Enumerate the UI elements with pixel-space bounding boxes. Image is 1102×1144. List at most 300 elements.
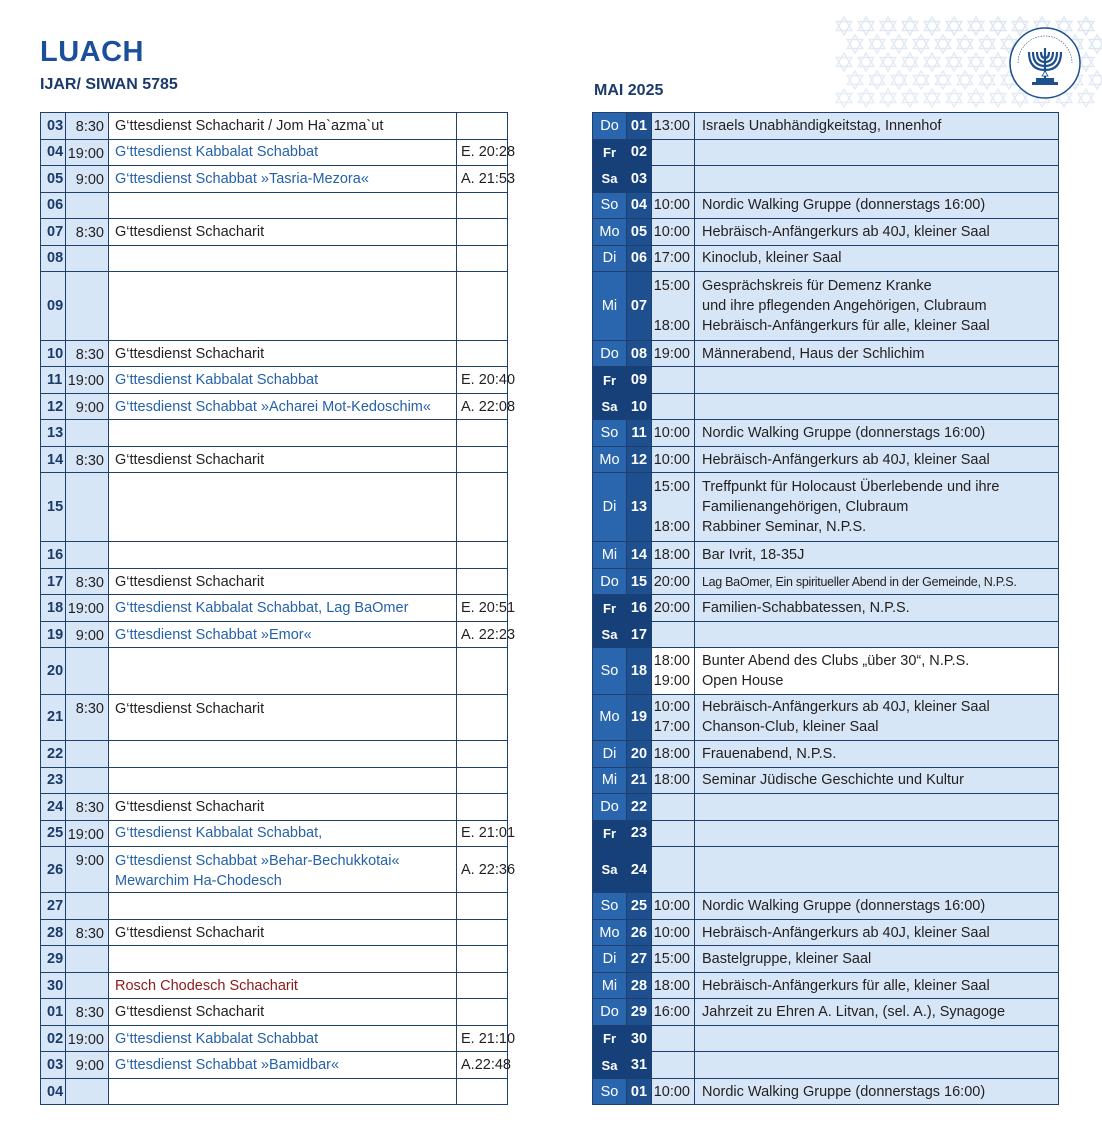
day-number: 12 <box>627 446 652 473</box>
event-name <box>109 694 457 740</box>
event-line: Chanson-Club, kleiner Saal <box>702 719 879 736</box>
weekday: Fr <box>593 1025 627 1052</box>
event-line: Treffpunkt für Holocaust Überlebende und ihre <box>702 479 1000 496</box>
day-number: 12 <box>41 393 66 420</box>
day-number: 08 <box>41 245 66 272</box>
day-number: 23 <box>627 820 652 847</box>
event-time <box>652 446 695 473</box>
day-number: 18 <box>627 648 652 694</box>
time-line: 18:00 <box>653 745 690 762</box>
event-name <box>695 542 1059 569</box>
event-time <box>652 1078 695 1105</box>
table-row <box>593 367 1059 394</box>
event-time: 9:00 <box>66 621 109 648</box>
table-row <box>593 1078 1059 1105</box>
weekday: Fr <box>593 820 627 847</box>
event-time <box>66 192 109 219</box>
event-time: 9:00 <box>66 393 109 420</box>
day-number: 13 <box>627 473 652 542</box>
event-time <box>652 473 695 542</box>
event-name <box>109 393 457 420</box>
event-name <box>695 272 1059 341</box>
table-row <box>593 621 1059 648</box>
candle-time-note <box>457 893 508 920</box>
event-name <box>695 393 1059 420</box>
event-line: Hebräisch-Anfängerkurs für alle, kleiner Saal <box>702 977 990 994</box>
table-row <box>41 999 508 1026</box>
table-row <box>593 794 1059 821</box>
event-line: Frauenabend, N.P.S. <box>702 745 837 762</box>
event-time: 19:00 <box>66 820 109 847</box>
table-row <box>593 919 1059 946</box>
weekday: Do <box>593 999 627 1026</box>
event-time <box>652 367 695 394</box>
event-time <box>652 794 695 821</box>
event-name <box>695 245 1059 272</box>
table-row <box>41 919 508 946</box>
weekday: Di <box>593 741 627 768</box>
day-number: 14 <box>627 542 652 569</box>
candle-time-note: E. 21:10 <box>457 1025 508 1052</box>
event-text: G‘ttesdienst Schacharit <box>115 223 265 240</box>
event-line: Seminar Jüdische Geschichte und Kultur <box>702 772 964 789</box>
event-time <box>66 893 109 920</box>
event-time <box>66 946 109 973</box>
weekday: Mo <box>593 219 627 246</box>
event-line: Rabbiner Seminar, N.P.S. <box>702 519 867 536</box>
day-number: 01 <box>627 113 652 140</box>
event-text: G‘ttesdienst Schacharit <box>115 573 265 590</box>
table-row <box>593 219 1059 246</box>
event-name <box>109 946 457 973</box>
day-number: 26 <box>41 847 66 893</box>
candle-time-note <box>457 272 508 341</box>
table-row <box>593 595 1059 622</box>
event-line: Kinoclub, kleiner Saal <box>702 250 842 267</box>
time-line: 18:00 <box>653 652 690 669</box>
table-row <box>593 741 1059 768</box>
weekday: Sa <box>593 847 627 893</box>
event-name <box>695 741 1059 768</box>
weekday: Sa <box>593 1052 627 1079</box>
event-time: 19:00 <box>66 595 109 622</box>
day-number: 01 <box>627 1078 652 1105</box>
event-time <box>652 340 695 367</box>
event-text: G‘ttesdienst Schabbat »Emor« <box>115 626 312 643</box>
time-line <box>652 497 690 517</box>
table-row <box>41 794 508 821</box>
table-row <box>41 166 508 193</box>
time-line: 10:00 <box>653 1083 690 1100</box>
event-text: G‘ttesdienst Schacharit <box>115 451 265 468</box>
event-name <box>695 473 1059 542</box>
table-row <box>593 946 1059 973</box>
event-line: Open House <box>702 672 784 689</box>
event-name <box>109 767 457 794</box>
day-number: 20 <box>627 741 652 768</box>
weekday: Di <box>593 245 627 272</box>
event-time <box>66 648 109 694</box>
day-number: 17 <box>41 568 66 595</box>
event-name <box>109 1078 457 1105</box>
event-name <box>109 972 457 999</box>
day-number: 06 <box>41 192 66 219</box>
table-row <box>41 648 508 694</box>
event-name <box>109 192 457 219</box>
weekday: Sa <box>593 621 627 648</box>
candle-time-note <box>457 794 508 821</box>
day-number: 06 <box>627 245 652 272</box>
event-time: 8:30 <box>66 794 109 821</box>
event-time <box>652 219 695 246</box>
table-row <box>41 113 508 140</box>
event-text: G‘ttesdienst Kabbalat Schabbat, <box>115 825 323 842</box>
table-row <box>41 820 508 847</box>
weekday: So <box>593 420 627 447</box>
candle-time-note <box>457 648 508 694</box>
table-row <box>41 946 508 973</box>
day-number: 20 <box>41 648 66 694</box>
event-text: G‘ttesdienst Schabbat »Behar-Bechukkotai« <box>115 853 400 870</box>
table-row <box>593 893 1059 920</box>
candle-time-note <box>457 192 508 219</box>
event-text: G‘ttesdienst Schacharit <box>115 924 265 941</box>
table-row <box>41 741 508 768</box>
event-time: 19:00 <box>66 139 109 166</box>
event-time <box>66 767 109 794</box>
event-line: Nordic Walking Gruppe (donnerstags 16:00) <box>702 898 986 915</box>
day-number: 24 <box>627 847 652 893</box>
weekday: Do <box>593 794 627 821</box>
event-name <box>695 621 1059 648</box>
candle-time-note <box>457 972 508 999</box>
event-time <box>66 972 109 999</box>
candle-time-note: E. 20:40 <box>457 367 508 394</box>
event-name <box>695 972 1059 999</box>
day-number: 16 <box>627 595 652 622</box>
event-text: G‘ttesdienst Kabbalat Schabbat <box>115 372 319 389</box>
day-number: 05 <box>627 219 652 246</box>
event-time <box>652 139 695 166</box>
event-name <box>109 139 457 166</box>
day-number: 26 <box>627 919 652 946</box>
weekday: Fr <box>593 595 627 622</box>
event-time <box>652 245 695 272</box>
event-line: Familien-Schabbatessen, N.P.S. <box>702 600 910 617</box>
table-row <box>41 972 508 999</box>
table-row <box>41 1078 508 1105</box>
day-number: 08 <box>627 340 652 367</box>
event-name <box>695 595 1059 622</box>
event-name <box>695 694 1059 740</box>
event-text: G‘ttesdienst Kabbalat Schabbat <box>115 144 319 161</box>
day-number: 21 <box>41 694 66 740</box>
time-line: 18:00 <box>653 772 690 789</box>
weekday: Do <box>593 340 627 367</box>
day-number: 15 <box>41 473 66 542</box>
table-row <box>593 393 1059 420</box>
event-name <box>695 219 1059 246</box>
day-number: 27 <box>41 893 66 920</box>
time-line: 10:00 <box>653 898 690 915</box>
candle-time-note <box>457 340 508 367</box>
event-time <box>652 272 695 341</box>
day-number: 07 <box>41 219 66 246</box>
event-time <box>652 595 695 622</box>
time-line: 17:00 <box>653 719 690 736</box>
event-name <box>695 446 1059 473</box>
event-text: G‘ttesdienst Schacharit <box>115 345 265 362</box>
day-number: 17 <box>627 621 652 648</box>
event-time <box>66 272 109 341</box>
time-line: 20:00 <box>653 600 690 617</box>
table-row <box>41 139 508 166</box>
event-line: Bastelgruppe, kleiner Saal <box>702 951 872 968</box>
hebrew-calendar-table <box>40 112 516 1105</box>
candle-time-note <box>457 113 508 140</box>
event-name <box>109 820 457 847</box>
weekday: So <box>593 1078 627 1105</box>
event-time <box>652 946 695 973</box>
table-row <box>41 219 508 246</box>
day-number: 09 <box>41 272 66 341</box>
day-number: 04 <box>41 1078 66 1105</box>
day-number: 25 <box>627 893 652 920</box>
event-name <box>695 820 1059 847</box>
event-text: G‘ttesdienst Schabbat »Bamidbar« <box>115 1057 340 1074</box>
day-number: 02 <box>627 139 652 166</box>
event-time: 8:30 <box>66 999 109 1026</box>
candle-time-note <box>457 420 508 447</box>
table-row <box>41 367 508 394</box>
weekday: Di <box>593 473 627 542</box>
candle-time-note <box>457 473 508 542</box>
event-time: 8:30 <box>66 694 109 740</box>
event-text: G‘ttesdienst Schacharit <box>115 798 265 815</box>
event-line: Nordic Walking Gruppe (donnerstags 16:00) <box>702 1083 986 1100</box>
event-time: 8:30 <box>66 919 109 946</box>
time-line: 10:00 <box>653 223 690 240</box>
day-number: 11 <box>627 420 652 447</box>
time-line: 19:00 <box>653 345 690 362</box>
table-row <box>41 473 508 542</box>
event-text: G‘ttesdienst Schabbat »Acharei Mot-Kedoschim« <box>115 398 431 415</box>
event-name <box>695 113 1059 140</box>
day-number: 29 <box>627 999 652 1026</box>
candle-time-note <box>457 245 508 272</box>
event-name <box>695 1025 1059 1052</box>
event-time <box>652 741 695 768</box>
day-number: 09 <box>627 367 652 394</box>
day-number: 29 <box>41 946 66 973</box>
event-time: 9:00 <box>66 1052 109 1079</box>
event-time <box>652 820 695 847</box>
table-row <box>41 420 508 447</box>
event-name <box>695 139 1059 166</box>
table-row <box>593 542 1059 569</box>
weekday: Mi <box>593 272 627 341</box>
weekday: Mi <box>593 972 627 999</box>
event-name <box>109 542 457 569</box>
event-name <box>695 847 1059 893</box>
event-name <box>109 1052 457 1079</box>
day-number: 04 <box>627 192 652 219</box>
day-number: 31 <box>627 1052 652 1079</box>
weekday: Mo <box>593 446 627 473</box>
candle-time-note: A.22:48 <box>457 1052 508 1079</box>
day-number: 11 <box>41 367 66 394</box>
table-row <box>593 1052 1059 1079</box>
event-time <box>652 420 695 447</box>
day-number: 10 <box>41 340 66 367</box>
table-row <box>593 139 1059 166</box>
time-line: 19:00 <box>653 672 690 689</box>
event-name <box>695 893 1059 920</box>
day-number: 03 <box>627 166 652 193</box>
candle-time-note: E. 20:51 <box>457 595 508 622</box>
event-time <box>652 568 695 595</box>
candle-time-note <box>457 946 508 973</box>
day-number: 03 <box>41 1052 66 1079</box>
event-line: Hebräisch-Anfängerkurs ab 40J, kleiner Saal <box>702 699 990 716</box>
event-name <box>109 340 457 367</box>
table-row <box>593 972 1059 999</box>
table-row <box>593 446 1059 473</box>
event-time <box>652 166 695 193</box>
table-row <box>41 847 508 893</box>
event-name <box>109 999 457 1026</box>
event-line: Hebräisch-Anfängerkurs für alle, kleiner Saal <box>702 317 990 334</box>
table-row <box>41 245 508 272</box>
time-line <box>652 296 690 316</box>
table-row <box>593 245 1059 272</box>
event-name <box>109 1025 457 1052</box>
day-number: 28 <box>627 972 652 999</box>
event-time <box>652 542 695 569</box>
weekday: Do <box>593 113 627 140</box>
day-number: 28 <box>41 919 66 946</box>
table-row <box>593 473 1059 542</box>
time-line: 15:00 <box>653 479 690 496</box>
event-line: Männerabend, Haus der Schlichim <box>702 345 925 362</box>
time-line: 10:00 <box>653 699 690 716</box>
page-title: LUACH <box>40 36 144 68</box>
table-row <box>41 192 508 219</box>
event-name <box>109 794 457 821</box>
event-time: 19:00 <box>66 367 109 394</box>
time-line: 10:00 <box>653 425 690 442</box>
day-number: 23 <box>41 767 66 794</box>
weekday: Sa <box>593 393 627 420</box>
event-time: 8:30 <box>66 446 109 473</box>
event-time <box>652 621 695 648</box>
event-line: Familienangehörigen, Clubraum <box>702 499 909 516</box>
event-time <box>652 393 695 420</box>
event-time <box>66 473 109 542</box>
day-number: 14 <box>41 446 66 473</box>
candle-time-note <box>457 1078 508 1105</box>
day-number: 05 <box>41 166 66 193</box>
day-number: 07 <box>627 272 652 341</box>
candle-time-note <box>457 741 508 768</box>
day-number: 22 <box>627 794 652 821</box>
event-name <box>695 648 1059 694</box>
day-number: 19 <box>627 694 652 740</box>
time-line: 20:00 <box>653 573 690 590</box>
candle-time-note: A. 22:23 <box>457 621 508 648</box>
community-logo-icon <box>1008 26 1082 100</box>
event-time <box>652 767 695 794</box>
candle-time-note: A. 21:53 <box>457 166 508 193</box>
time-line: 10:00 <box>653 451 690 468</box>
day-number: 25 <box>41 820 66 847</box>
event-name <box>695 1052 1059 1079</box>
event-line: Israels Unabhändigkeitstag, Innenhof <box>702 117 942 134</box>
candle-time-note: E. 21:01 <box>457 820 508 847</box>
event-line: Hebräisch-Anfängerkurs ab 40J, kleiner Saal <box>702 451 990 468</box>
candle-time-note: A. 22:36 <box>457 847 508 893</box>
event-name <box>109 621 457 648</box>
event-time: 8:30 <box>66 568 109 595</box>
event-time <box>652 972 695 999</box>
weekday: Sa <box>593 166 627 193</box>
time-line: 17:00 <box>653 250 690 267</box>
table-row <box>593 847 1059 893</box>
time-line: 10:00 <box>653 197 690 214</box>
time-line: 15:00 <box>653 277 690 294</box>
event-time <box>652 648 695 694</box>
event-time <box>652 893 695 920</box>
table-row <box>41 1052 508 1079</box>
candle-time-note <box>457 999 508 1026</box>
candle-time-note: A. 22:08 <box>457 393 508 420</box>
event-name <box>695 946 1059 973</box>
table-row <box>41 568 508 595</box>
event-time <box>652 919 695 946</box>
event-name <box>695 568 1059 595</box>
event-name <box>695 340 1059 367</box>
event-name <box>695 420 1059 447</box>
weekday: Do <box>593 568 627 595</box>
event-line: und ihre pflegenden Angehörigen, Clubraum <box>702 297 987 314</box>
table-row <box>41 595 508 622</box>
event-name <box>109 568 457 595</box>
event-line: Nordic Walking Gruppe (donnerstags 16:00) <box>702 425 986 442</box>
table-row <box>593 1025 1059 1052</box>
day-number: 21 <box>627 767 652 794</box>
event-time <box>66 741 109 768</box>
table-row <box>593 272 1059 341</box>
event-name <box>695 767 1059 794</box>
day-number: 24 <box>41 794 66 821</box>
day-number: 27 <box>627 946 652 973</box>
weekday: Di <box>593 946 627 973</box>
day-number: 10 <box>627 393 652 420</box>
event-name <box>695 367 1059 394</box>
event-time: 8:30 <box>66 113 109 140</box>
time-line: 18:00 <box>653 519 690 536</box>
weekday: Fr <box>593 139 627 166</box>
time-line: 18:00 <box>653 317 690 334</box>
event-time: 8:30 <box>66 219 109 246</box>
time-line: 18:00 <box>653 547 690 564</box>
time-line: 16:00 <box>653 1004 690 1021</box>
event-line: Lag BaOmer, Ein spiritueller Abend in der Gemeinde, N.P.S. <box>702 574 1017 589</box>
event-name <box>695 166 1059 193</box>
weekday: Fr <box>593 367 627 394</box>
event-name <box>109 245 457 272</box>
event-name <box>695 1078 1059 1105</box>
